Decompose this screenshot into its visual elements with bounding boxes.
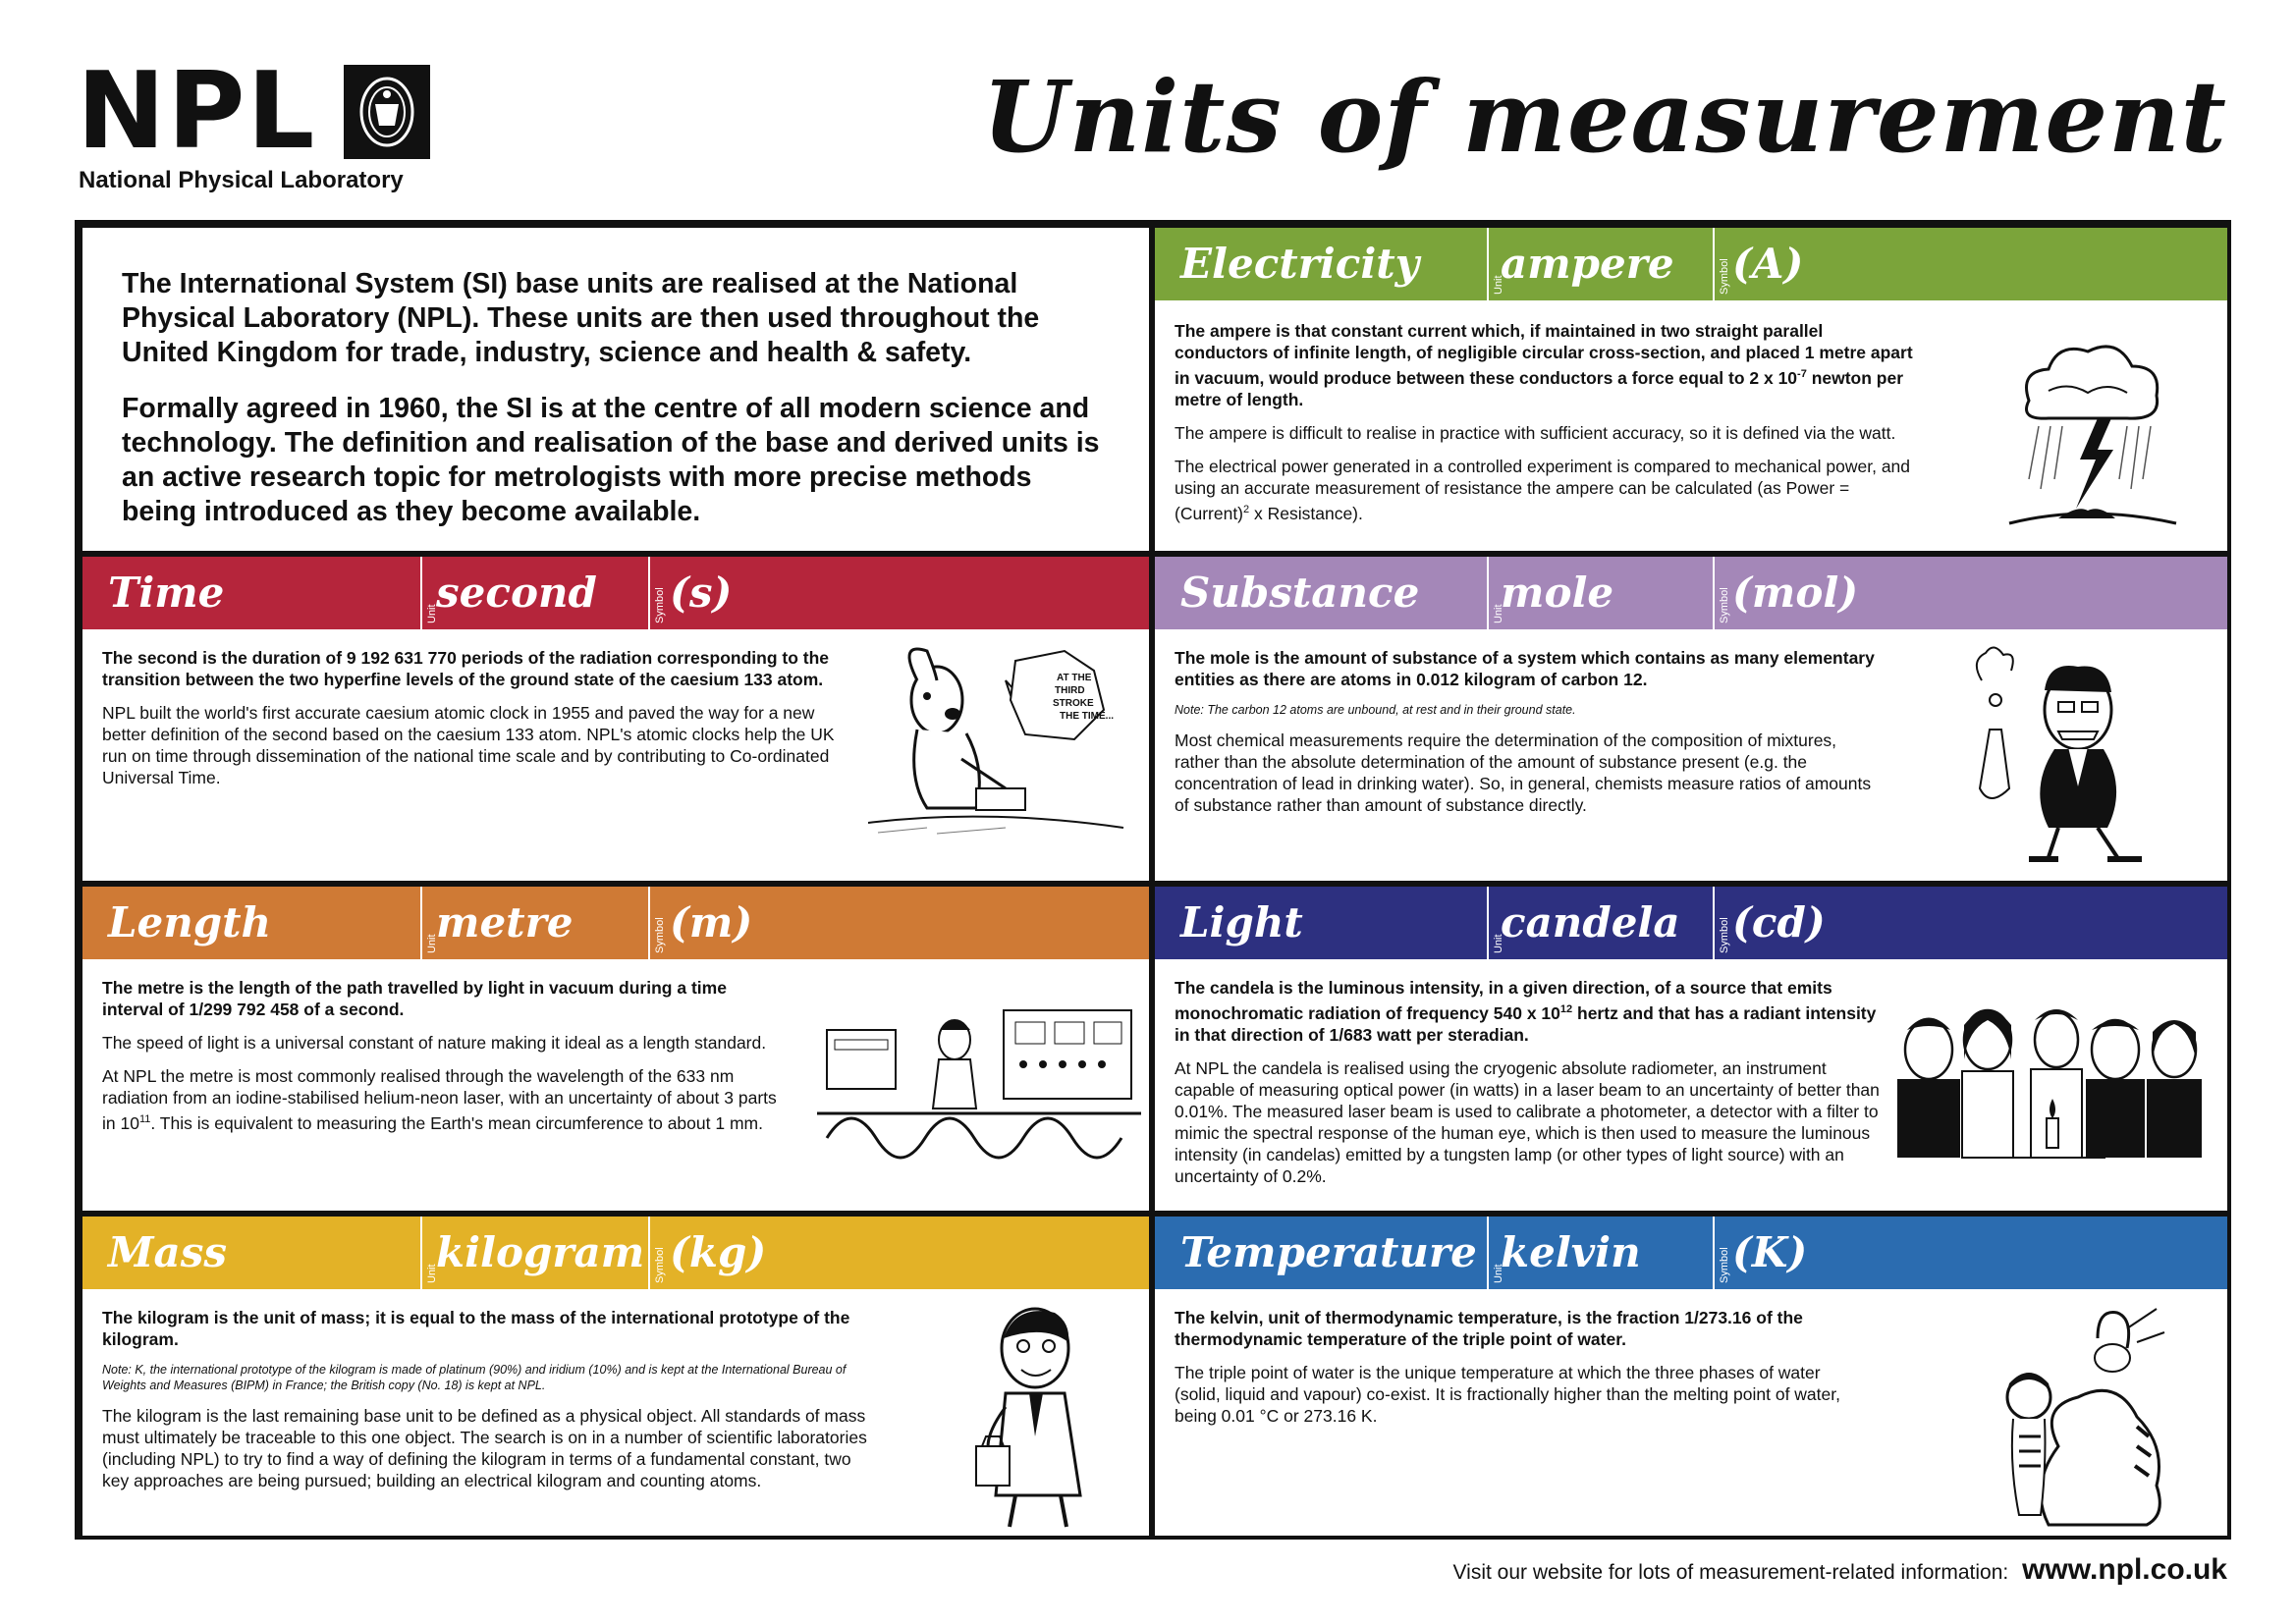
quantity-name: Light <box>1180 898 1303 947</box>
symbol-label: Symbol <box>1719 917 1730 953</box>
divider <box>1487 557 1489 629</box>
units-grid <box>75 220 2231 1540</box>
section-header <box>1155 887 2227 959</box>
unit-name: kilogram <box>436 1228 645 1276</box>
logo-wordmark: NPL <box>77 50 317 173</box>
page-title: Units of measurement <box>982 59 2227 175</box>
section-substance <box>1155 557 2227 881</box>
unit-symbol: (mol) <box>1732 568 1859 617</box>
section-header <box>82 1217 1149 1289</box>
divider <box>1713 557 1715 629</box>
symbol-label: Symbol <box>654 587 666 623</box>
footer <box>1453 1553 2227 1587</box>
section-header <box>1155 1217 2227 1289</box>
definition-text: The mole is the amount of substance of a system which contains as many elementary entities as there are atoms in 0.012 kilogram of carbon 12. <box>1175 648 1875 689</box>
section-time <box>82 557 1149 881</box>
section-body <box>82 961 1149 1211</box>
unit-label: Unit <box>426 934 438 953</box>
body-text: The kilogram is the last remaining base unit to be defined as a physical object. All standards of mass must ultimately be traceable to this one object. The search is on in a number of scientific laboratories (including NPL) to try to find a way of defining the kilogram in terms of a fundamental constant, two key approaches are being pursued; building an electrical kilogram and counting atoms. <box>102 1406 867 1490</box>
lightning-storm-illustration <box>1990 332 2186 538</box>
unit-name: kelvin <box>1501 1228 1641 1276</box>
divider <box>420 1217 422 1289</box>
section-body <box>1155 961 2227 1211</box>
section-length <box>82 887 1149 1211</box>
divider <box>1487 1217 1489 1289</box>
body-text: The ampere is difficult to realise in practice with sufficient accuracy, so it is defined via the watt. <box>1175 422 1896 443</box>
unit-label: Unit <box>1493 275 1504 295</box>
quantity-name: Substance <box>1180 568 1420 617</box>
svg-text:STROKE: STROKE <box>1053 698 1094 709</box>
unit-name: ampere <box>1501 240 1674 288</box>
body-text: At NPL the candela is realised using the cryogenic absolute radiometer, an instrument capable of measuring optical power (in watts) in a laser beam to an uncertainty of better than 0.01%. The measured laser beam is used to calibrate a photometer, a detector with a filter to mimic the spectral response of the human eye, which is then used to measure the luminous intensity (in candelas) emitted by a tungsten lamp (or other types of light source) with an uncertainty of 0.2%. <box>1175 1057 1880 1186</box>
section-electricity <box>1155 228 2227 551</box>
section-body <box>82 1291 1149 1536</box>
note-text: Note: K, the international prototype of the kilogram is made of platinum (90%) and iridium (10%) and is kept at the International Bureau of Weights and Measures (BIPM) in France; the British copy (No. 18) is kept at NPL. <box>102 1363 847 1392</box>
candle-faces-illustration <box>1889 1001 2214 1167</box>
symbol-label: Symbol <box>1719 258 1730 295</box>
npl-logo <box>77 50 450 206</box>
section-body <box>82 631 1149 881</box>
divider <box>420 887 422 959</box>
unit-label: Unit <box>1493 934 1504 953</box>
crest-icon <box>344 65 430 159</box>
symbol-label: Symbol <box>1719 1247 1730 1283</box>
section-body <box>1155 302 2227 551</box>
section-body <box>1155 631 2227 881</box>
unit-symbol: (K) <box>1732 1228 1808 1276</box>
unit-symbol: (kg) <box>670 1228 767 1276</box>
body-text: Most chemical measurements require the determination of the composition of mixtures, rather than the absolute determination of the amount of substance present (e.g. the concentration of lead in drinking water). So, in general, chemists measure ratios of amounts of substance rather than amount of substance directly. <box>1175 730 1872 815</box>
unit-symbol: (s) <box>670 568 733 617</box>
unit-name: metre <box>436 898 574 947</box>
divider <box>420 557 422 629</box>
definition-text: The metre is the length of the path travelled by light in vacuum during a time interval of 1/299 792 458 of a second. <box>102 978 727 1019</box>
laser-lab-illustration <box>817 991 1141 1187</box>
intro-paragraph: Formally agreed in 1960, the SI is at the centre of all modern science and technology. The definition and realisation of the base and derived units is an active research topic for metrologists with more precise methods being introduced as they become available. <box>122 393 1100 527</box>
website-link[interactable]: www.npl.co.uk <box>2022 1553 2227 1586</box>
body-text: NPL built the world's first accurate caesium atomic clock in 1955 and paved the way for a new better definition of the second based on the caesium 133 atom. NPL's atomic clocks help the UK run on time through dissemination of the national time scale and by contributing to Co-ordinated Universal Time. <box>102 703 835 787</box>
definition-text: The kilogram is the unit of mass; it is equal to the mass of the international prototype of the kilogram. <box>102 1308 850 1349</box>
footer-text: Visit our website for lots of measurement-related information: <box>1452 1561 2009 1584</box>
body-text: The electrical power generated in a controlled experiment is compared to mechanical power, and using an accurate measurement of resistance the ampere can be calculated (as Power = (Current)$^2$ x Resistance). <box>1175 456 1911 523</box>
section-temperature <box>1155 1217 2227 1536</box>
symbol-label: Symbol <box>654 1247 666 1283</box>
unit-symbol: (A) <box>1732 240 1804 288</box>
divider <box>1713 228 1715 300</box>
logo-subtitle: National Physical Laboratory <box>79 167 404 193</box>
definition-text: The second is the duration of 9 192 631 770 periods of the radiation corresponding to the transition between the two hyperfine levels of the ground state of the caesium 133 atom. <box>102 648 829 689</box>
divider <box>1487 887 1489 959</box>
symbol-label: Symbol <box>1719 587 1730 623</box>
unit-label: Unit <box>426 604 438 623</box>
divider <box>648 1217 650 1289</box>
divider <box>648 557 650 629</box>
svg-text:THIRD: THIRD <box>1055 685 1085 696</box>
unit-name: candela <box>1501 898 1680 947</box>
divider <box>1713 1217 1715 1289</box>
unit-label: Unit <box>1493 1264 1504 1283</box>
svg-text:THE TIME...: THE TIME... <box>1060 711 1114 722</box>
snowman-illustration <box>1990 1299 2206 1530</box>
definition-text: The kelvin, unit of thermodynamic temperature, is the fraction 1/273.16 of the thermodynamic temperature of the triple point of water. <box>1175 1308 1803 1349</box>
symbol-label: Symbol <box>654 917 666 953</box>
section-header <box>82 887 1149 959</box>
unit-symbol: (m) <box>670 898 753 947</box>
kilogram-man-illustration <box>927 1299 1143 1530</box>
section-light <box>1155 887 2227 1211</box>
clock-dog-illustration <box>868 641 1133 867</box>
divider <box>1713 887 1715 959</box>
section-header <box>82 557 1149 629</box>
note-text: Note: The carbon 12 atoms are unbound, at rest and in their ground state. <box>1175 703 1576 717</box>
unit-label: Unit <box>426 1264 438 1283</box>
body-text: At NPL the metre is most commonly realised through the wavelength of the 633 nm radiation from an iodine-stabilised helium-neon laser, with an uncertainty of about 3 parts in $10^{11}$. This is equivalent to measuring the Earth's mean circumference to about 1 mm. <box>102 1066 777 1133</box>
definition-text: The ampere is that constant current which, if maintained in two straight parallel conductors of infinite length, of negligible circular cross-section, and placed 1 metre apart in vacuum, would produce between these conductors a force equal to 2 x $10^{-7}$ newton per metre of length. <box>1175 321 1913 409</box>
chemist-illustration <box>1960 641 2196 867</box>
quantity-name: Length <box>108 898 272 947</box>
quantity-name: Electricity <box>1180 240 1420 288</box>
intro-paragraph: The International System (SI) base units are realised at the National Physical Laboratory (NPL). These units are then used throughout the United Kingdom for trade, industry, science and health & safety. <box>122 268 1040 368</box>
section-body <box>1155 1291 2227 1536</box>
divider <box>1487 228 1489 300</box>
body-text: The triple point of water is the unique temperature at which the three phases of water (solid, liquid and vapour) co-exist. It is fractionally higher than the melting point of water, being 0.01 °C or 273.16 K. <box>1175 1363 1840 1426</box>
body-text: The speed of light is a universal constant of nature making it ideal as a length standard. <box>102 1033 767 1053</box>
speech-bubble: AT THE <box>1057 673 1092 683</box>
unit-name: second <box>436 568 597 617</box>
intro-panel <box>82 228 1149 551</box>
unit-label: Unit <box>1493 604 1504 623</box>
definition-text: The candela is the luminous intensity, in a given direction, of a source that emits monochromatic radiation of frequency 540 x $10^{12}$ hertz and that has a radiant intensity in that direction of 1/683 watt per steradian. <box>1175 978 1877 1045</box>
quantity-name: Mass <box>108 1228 227 1276</box>
section-header <box>1155 228 2227 300</box>
divider <box>648 887 650 959</box>
section-mass <box>82 1217 1149 1536</box>
unit-name: mole <box>1501 568 1614 617</box>
quantity-name: Temperature <box>1180 1228 1477 1276</box>
quantity-name: Time <box>108 568 225 617</box>
section-header <box>1155 557 2227 629</box>
unit-symbol: (cd) <box>1732 898 1826 947</box>
